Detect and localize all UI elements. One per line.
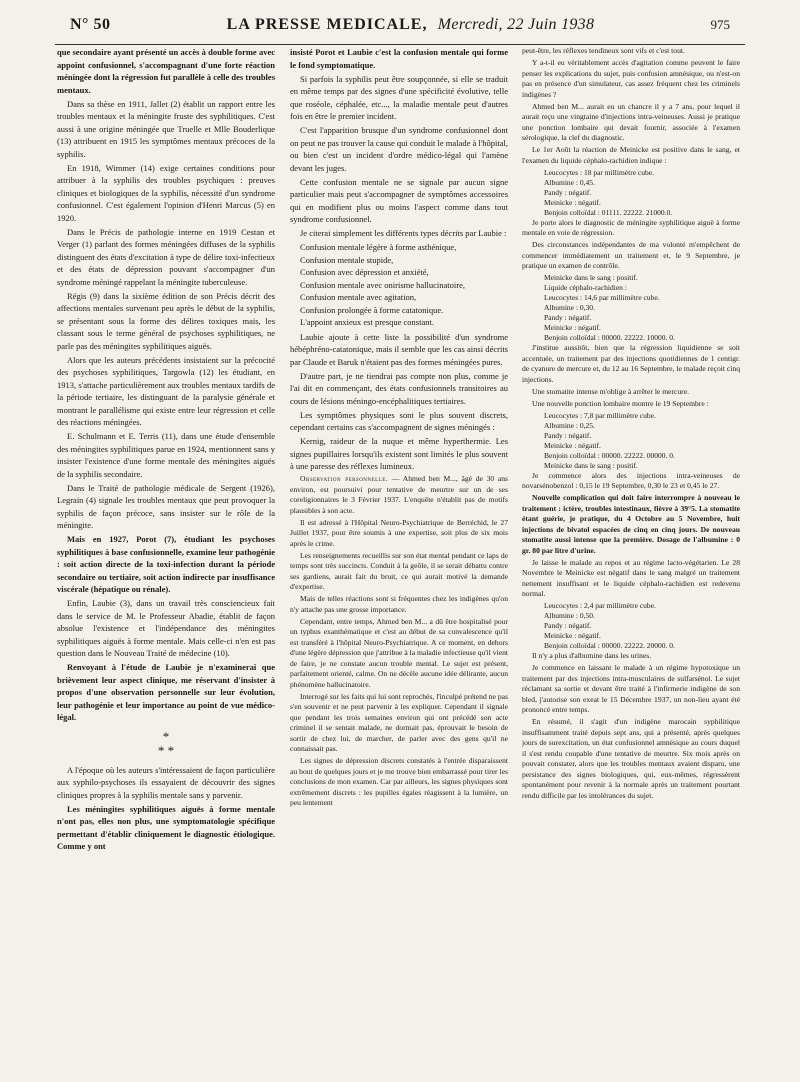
lab-line: Benjoin colloïdal : 00000. 22222. 00000. 0. (544, 450, 675, 460)
lab-line: Meinicke : négatif. (544, 323, 601, 332)
column-1 (57, 46, 275, 1072)
lab-results-3 (522, 411, 740, 471)
list-item: L'appoint anxieux est presque constant. (300, 317, 434, 327)
lab-line: Meinicke : négatif. (544, 197, 601, 207)
lab-line: Meinicke dans le sang : positif. (544, 273, 638, 282)
paragraph: Ahmed ben M... aurait eu un chancre il y a 7 ans, pour lequel il aurait reçu une vingtaine d'injections intra-veineuses. Aussi je pratique une ponction lombaire qui devait fournir, associée à l'examen sérologique, la clef du diagnostic. (522, 101, 740, 142)
paragraph: J'institue aussitôt, bien que la régression liquidienne se soit accentuée, un traitement par des injections quotidiennes de 1 centigr. de cyanure de mercure et, du 12 au 16 Septembre, le malade reçoit cinq injections. (522, 343, 740, 384)
lab-line: Benjoin colloïdal : 00000. 22222. 10000. 0. (544, 333, 675, 342)
lab-line: Leucocytes : 18 par millimètre cube. (544, 167, 654, 177)
paragraph: D'autre part, je ne tiendrai pas compte non plus, comme je l'ai dit en commençant, des états confusionnels transitoires au cours de lésions méningo-encéphalitiques tertiaires. (290, 370, 508, 406)
paragraph: Une nouvelle ponction lombaire montre le 19 Septembre : (532, 398, 709, 408)
paragraph: Les signes de dépression discrets constatés à l'entrée disparaissent au bout de quelques jours et je me trouve bien embarrassé pour tirer les conclusions de mon examen. Car par ailleurs, les signes physiques sont extrêmement discrets : les pupilles égales réagissent à la lumière, un peu lentement (290, 756, 508, 807)
lab-line: Albumine : 0,25. (544, 420, 595, 430)
paragraph: Je citerai simplement les différents types décrits par Laubie : (300, 228, 507, 238)
paragraph: En 1918, Wimmer (14) exige certaines conditions pour attribuer à la syphilis des troubles psychiques : preuves cliniques et biologiques de la syphilis, nécessité d'un syndrome confusionnel. C'est également l'opinion d'Henri Marcus (5) en 1920. (57, 162, 275, 223)
paragraph: Enfin, Laubie (3), dans un travail très consciencieux fait dans le service de M. le Professeur Abadie, établit de façon absolue l'existence et l'indépendance des méningites syphilitiques aiguës à forme mentale. Mais celle-ci n'en est pas question dans le Nouveau Traité de médecine (10). (57, 598, 275, 658)
paragraph: Je porte alors le diagnostic de méningite syphilitique aiguë à forme mentale en voie de régression. (522, 217, 740, 237)
issue-date: Mercredi, 22 Juin 1938 (437, 16, 595, 33)
paragraph: Des circonstances indépendantes de ma volonté m'empêchent de commencer immédiatement un traitement et, le 9 Septembre, je pratique un examen de contrôle. (522, 240, 740, 270)
paragraph: Le 1er Août la réaction de Meinicke est positive dans le sang, et l'examen du liquide céphalo-rachidien indique : (522, 145, 740, 165)
column-2 (290, 46, 508, 1072)
lab-line: Leucocytes : 14,6 par millimètre cube. (544, 293, 660, 302)
lab-line: Pandy : négatif. (544, 313, 592, 322)
observation-text: — Ahmed ben M..., âgé de 30 ans environ, est poursuivi pour tentative de meurtre sur un de ses coreligionnaires le 3 Février 1937. L'enquête n'établit pas de motifs plausibles à son acte. (290, 474, 508, 515)
lab-line: Leucocytes : 7,8 par millimètre cube. (544, 410, 656, 420)
paragraph: Il est adressé à l'Hôpital Neuro-Psychiatrique de Berréchid, le 27 Juillet 1937, pour être soumis à une expertise, soit plus de six mois après le crime. (290, 517, 508, 548)
lab-line: Albumine : 0,50. (544, 611, 595, 620)
paragraph: E. Schulmann et E. Terris (11), dans une étude d'ensemble des méningites syphilitiques parue en 1924, mentionnent sans y insister l'existence d'une forme mentale des méningites aiguës de la syphilis secondaire. (57, 431, 275, 479)
list-item: Confusion mentale légère à forme asthénique, (300, 242, 457, 252)
lab-line: Pandy : négatif. (544, 430, 592, 440)
header-rule (55, 44, 745, 45)
paragraph: Laubie ajoute à cette liste la possibilité d'un syndrome hébéphréno-catatonique, mais il semble que les cas ainsi décrits par Claude et Baruk n'étaient pas des formes méningées pures. (290, 331, 508, 367)
paragraph: A l'époque où les auteurs s'intéressaient de façon particulière aux syphilo-psychoses ils essayaient de découvrir des signes cliniques propres à la syphilis mentale sans y parvenir. (57, 764, 275, 800)
paragraph: Une stomatite intense m'oblige à arrêter le mercure. (532, 386, 689, 396)
page-number: 975 (710, 17, 730, 32)
issue-number: N° 50 (70, 16, 111, 33)
list-item: Confusion avec dépression et anxiété, (300, 267, 429, 277)
paragraph: Dans sa thèse en 1911, Jallet (2) établit un rapport entre les troubles mentaux et la méningite fruste des syphilitiques. C'est aussi à une origine méningée que Truelle et Mlle Bouderlique (13) attribuent en 1915 les symptômes mentaux précoces de la syphilis. (57, 98, 275, 159)
paragraph: Mais de telles réactions sont si fréquentes chez les indigènes qu'on n'y attache pas une grosse importance. (290, 594, 508, 614)
paragraph: que secondaire ayant présenté un accès à double forme avec appoint confusionnel, s'accompagnant d'une forte réaction méningée dont la régression fut parallèle à celle des troubles mentaux. (57, 47, 275, 95)
lab-line: Pandy : négatif. (544, 621, 592, 630)
list-item: Confusion mentale stupide, (300, 254, 394, 265)
paragraph: Interrogé sur les faits qui lui sont reprochés, l'inculpé prétend ne pas s'en souvenir et ne peut parvenir à les expliquer. Cependant il signale que pendant les trois semaines environ qui ont précédé son acte criminel il se sentait malade, ne dormait pas, éprouvait le besoin de sortir de chez lui, de marcher, de parler avec des gens qu'il ne connaissait pas. (290, 691, 508, 753)
list-item: Confusion mentale avec onirisme hallucinatoire, (300, 279, 465, 290)
paragraph: C'est l'apparition brusque d'un syndrome confusionnel dont on peut ne pas trouver la cause qui conduit le malade à l'hôpital, ou bien c'est un incident d'ordre médico-légal qui l'amène devant les juges. (290, 125, 508, 173)
paragraph: Kernig, raideur de la nuque et même hyperthermie. Les signes pupillaires lorsqu'ils existent sont limités le plus souvent à une paresse des réflexes lumineux. (290, 436, 508, 471)
lab-line: Liquide céphalo-rachidien : (544, 283, 627, 292)
paragraph: Dans le Précis de pathologie interne en 1919 Cestan et Verger (1) parlant des formes méningées diffuses de la syphilis distinguent des états d'excitation à type de délire toxi-infectieux et des états de dépression pouvant s'accompagner d'un syndrome méningé rappelant la méningite tuberculeuse. (57, 226, 275, 287)
lab-line: Meinicke : négatif. (544, 631, 601, 640)
paragraph: peut-être, les réflexes tendineux sont vifs et c'est tout. (522, 46, 685, 55)
lab-results-2 (522, 273, 740, 343)
paragraph: Je commence alors des injections intra-veineuses de novarsénobenzol : 0,15 le 19 Septembre, 0,30 le 23 et 0,45 le 27. (522, 470, 740, 490)
journal-name: LA PRESSE MEDICALE, (226, 16, 428, 33)
section-separator: * * * (157, 728, 175, 758)
list-item: Confusion mentale avec agitation, (300, 292, 417, 302)
paragraph: Je commence en laissant le malade à un régime hypotoxique un traitement par des injections intra-musculaires de sulfarsénol. Le sujet réclamant sa sortie et devant être traité à l'infirmerie indigène de son bled, j'autorise son exeat le 15 Décembre 1937, un non-lieu ayant été prononcé entre temps. (522, 663, 740, 714)
paragraph: En résumé, il s'agit d'un indigène marocain syphilitique insuffisamment traité depuis sept ans, qui a présenté, après quelques jours de surexcitation, un état confusionnel amnésique au cours duquel il s'est rendu coupable d'une tentative de meurtre. Six mois après on pouvait constater, alors que les troubles mentaux avaient disparu, une persistance des signes biologiques, qui, eux-mêmes, régressèrent spontanément pour revenir à la normale après un traitement pourtant rendu difficile par les intolérances du sujet. (522, 717, 740, 800)
lab-line: Meinicke dans le sang : positif. (544, 460, 638, 470)
lab-line: Albumine : 0,45. (544, 177, 595, 187)
paragraph: Nouvelle complication qui doit faire interrompre à nouveau le traitement : ictère, troubles intestinaux, fièvre à 39°5. La stomatite étant guérie, je pratique, du 4 Octobre au 5 Novembre, huit injections de bivatol espacées de cinq en cinq jours. De nouveau stomatite aussi intense que la première. Dosage de l'albumine : 0 gr. 80 par litre d'urine. (522, 493, 740, 555)
paragraph: Je laisse le malade au repos et au régime lacto-végétarien. Le 28 Novembre le Meinicke est négatif dans le sang malgré un traitement nettement insuffisant et le liquide céphalo-rachidien est redevenu normal. (522, 557, 740, 598)
lab-line: Benjoin colloïdal : 01111. 22222. 21000.0. (544, 207, 673, 217)
observation-label: Observation personnelle. (300, 474, 389, 483)
column-3 (522, 46, 740, 1072)
paragraph: Y a-t-il eu véritablement accès d'agitation comme peuvent le faire penser les explications du sujet, puis confusion amnésique, ou n'est-on pas en présence d'un simulateur, cas assez fréquent chez les criminels indigènes ? (522, 58, 740, 99)
paragraph: insisté Porot et Laubie c'est la confusion mentale qui forme le fond symptomatique. (290, 47, 508, 70)
observation-paragraph (290, 474, 508, 516)
paragraph: Les symptômes physiques sont le plus souvent discrets, cependant certains cas s'accompagnent de signes méningés : (290, 409, 508, 432)
paragraph: Les méningites syphilitiques aiguës à forme mentale n'ont pas, elles non plus, une symptomatologie spécifique permettant d'établir cliniquement le diagnostic étiologique. Comme y ont (57, 803, 275, 851)
paragraph: Mais en 1927, Porot (7), étudiant les psychoses syphilitiques à base confusionnelle, examine leur pathogénie : soit action directe de la toxi-infection durant la période secondaire ou tertiaire, soit action indirecte par insuffisance viscérale (hépatique ou rénale). (57, 534, 275, 594)
lab-line: Meinicke : négatif. (544, 440, 601, 450)
confusion-types-list (290, 241, 508, 329)
paragraph: Renvoyant à l'étude de Laubie je n'examinerai que brièvement leur aspect clinique, me réservant d'insister à propos d'une observation personnelle sur leur évolution, leur pathogénie et leur importance au point de vue médico-légal. (57, 662, 275, 722)
lab-line: Pandy : négatif. (544, 187, 592, 197)
lab-results-4 (522, 601, 740, 651)
paragraph: Cette confusion mentale ne se signale par aucun signe particulier mais peut s'accompagner de symptômes accessoires qui en modifient plus ou moins l'aspect comme dans tout syndrome confusionnel. (290, 176, 508, 224)
journal-title-line (227, 16, 595, 34)
paragraph: Régis (9) dans la sixième édition de son Précis décrit des affections mentales survenant peu après le début de la syphilis, se présentant sous la forme des délires toxiques mais, les classant sous le terme général de psychoses syphilitiques, ne parle pas des méningites syphilitiques aiguës. (57, 290, 275, 351)
lab-results-1 (522, 168, 740, 218)
paragraph: Alors que les auteurs précédents insistaient sur la précocité des psychoses syphilitiques, Targowla (12) les étudiant, en 1913, s'attache particulièrement aux troubles mentaux tardifs de la période tertiaire, les distinguant de la paralysie générale et montrant le parallélisme qui existe entre leur régression et celle des réactions méningées. (57, 354, 275, 427)
paragraph: Si parfois la syphilis peut être soupçonnée, si elle se traduit en même temps par des signes d'une spécificité évolutive, telle que roséole, céphalée, etc..., la maladie mentale peut d'autres fois en être le premier incident. (290, 73, 508, 121)
list-item: Confusion prolongée à forme catatonique. (300, 304, 444, 315)
lab-line: Leucocytes : 2,4 par millimètre cube. (544, 601, 656, 610)
paragraph: Cependant, entre temps, Ahmed ben M... a dû être hospitalisé pour un typhus exanthématique et c'est au début de sa convalescence qu'il est transféré à l'hôpital Neuro-Psychiatrique. A ce moment, en dehors d'une légère dépression que j'attribue à la maladie infectieuse qu'il vient de faire, je ne constate aucun trouble mental. Le sujet est présent, parfaitement orienté, calme. On ne décèle aucune idée délirante, aucun phénomène hallucinatoire. (290, 616, 508, 689)
lab-line: Benjoin colloïdal : 00000. 22222. 20000. 0. (544, 641, 675, 650)
paragraph: Dans le Traité de pathologie médicale de Sergent (1926), Legrain (4) signale les troubles mentaux que peut provoquer la syphilis de façon précoce, sans insister sur le rôle de la méningite. (57, 482, 275, 530)
paragraph: Les renseignements recueillis sur son état mental pendant ce laps de temps sont très succincts. Conduit à la geôle, il se serait débattu contre ses gardiens, aurait fait du bruit, ce qui aurait motivé la demande d'expertise. (290, 550, 508, 591)
lab-line: Albumine : 0,30. (544, 303, 595, 312)
paragraph: Il n'y a plus d'albumine dans les urines. (532, 651, 652, 660)
page-header (70, 16, 730, 42)
